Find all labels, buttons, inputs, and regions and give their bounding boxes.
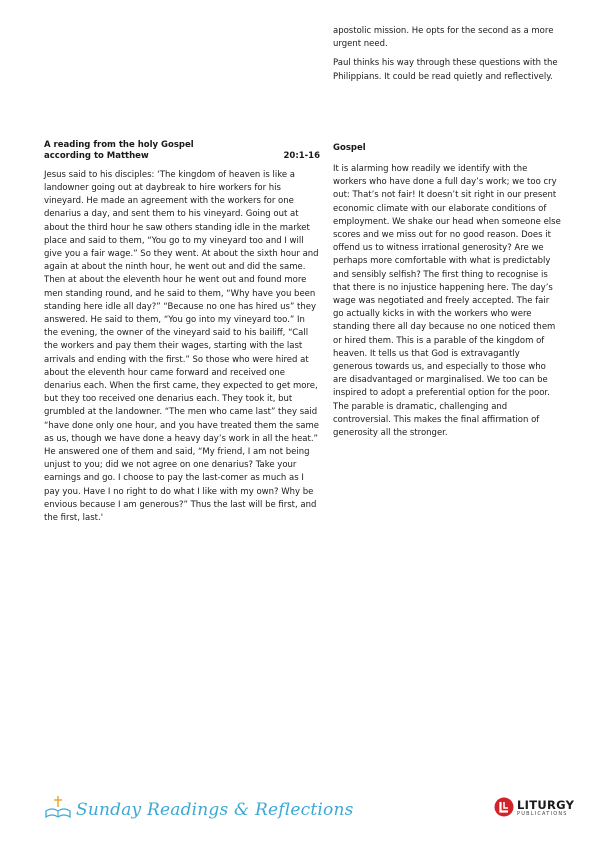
reflection-heading: Gospel (333, 143, 366, 153)
reflection-paragraph: apostolic mission. He opts for the second as a more urgent need. (333, 26, 554, 50)
reading-reference: 20:1-16 (283, 151, 320, 162)
reflection-paragraph: Paul thinks his way through these questions with the Philippians. It could be read quietly and reflectively. (333, 58, 558, 82)
publisher-name: LITURGY (517, 798, 575, 812)
liturgy-l-logo-icon (494, 797, 514, 821)
reading-heading-line2: according to Matthew (44, 151, 149, 162)
publisher-logo (494, 796, 574, 822)
publisher-wordmark (517, 800, 574, 818)
reading-heading-line1: A reading from the holy Gospel (44, 140, 194, 150)
footer-brand (44, 796, 354, 824)
reflection-body: It is alarming how readily we identify with the workers who have done a full day’s work; we too cry out: That’s not fair! It doesn’t sit right in our present economic climate with our elaborate conditions of employment. We shake our head when someone else scores and we miss out for no good reason. Does it offend us to witness irrational generosity? Are we perhaps more comfortable with what is predictably and sensibly selfish? The first thing to recognise is that there is no injustice happening here. The day’s wage was negotiated and freely accepted. The fair go actually kicks in with the workers who were standing there all day because no one noticed them or hired them. This is a parable of the kingdom of heaven. It tells us that God is extravagantly generous towards us, and especially to those who are disadvantaged or marginalised. We too can be inspired to adopt a preferential option for the poor. The parable is dramatic, challenging and controversial. This makes the final affirmation of generosity all the stronger. (333, 164, 561, 439)
gospel-reflection (333, 142, 561, 446)
gospel-reading (44, 140, 320, 531)
open-book-cross-icon (44, 795, 72, 825)
reading-heading-row (44, 151, 320, 162)
reading-body: Jesus said to his disciples: ‘The kingdom of heaven is like a landowner going out at daybreak to hire workers for his vineyard. He made an agreement with the workers for one denarius a day, and sent them to his vineyard. Going out at about the third hour he saw others standing idle in the market place and said to them, “You go to my vineyard too and I will give you a fair wage.” So they went. At about the sixth hour and again at about the ninth hour, he went out and did the same. Then at about the eleventh hour he went out and found more men standing round, and he said to them, “Why have you been standing here idle all day?” “Because no one has hired us” they answered. He said to them, “You go into my vineyard too.” In the evening, the owner of the vineyard said to his bailiff, “Call the workers and pay them their wages, starting with the last arrivals and ending with the first.” So those who were hired at about the eleventh hour came forward and received one denarius each. When the first came, they expected to get more, but they too received one denarius each. They took it, but grumbled at the landowner. “The men who came last” they said “have done only one hour, and you have treated them the same as us, though we have done a heavy day’s work in all the heat.” He answered one of them and said, “My friend, I am not being unjust to you; did we not agree on one denarius? Take your earnings and go. I choose to pay the last-comer as much as I pay you. Have I no right to do what I like with my own? Why be envious because I am generous?” Thus the last will be first, and the first, last.' (44, 169, 319, 524)
previous-reflection-continuation (333, 25, 561, 90)
reading-heading (44, 140, 320, 163)
publisher-subname: PUBLICATIONS (517, 811, 568, 817)
brand-title: Sunday Readings & Reflections (76, 800, 354, 820)
